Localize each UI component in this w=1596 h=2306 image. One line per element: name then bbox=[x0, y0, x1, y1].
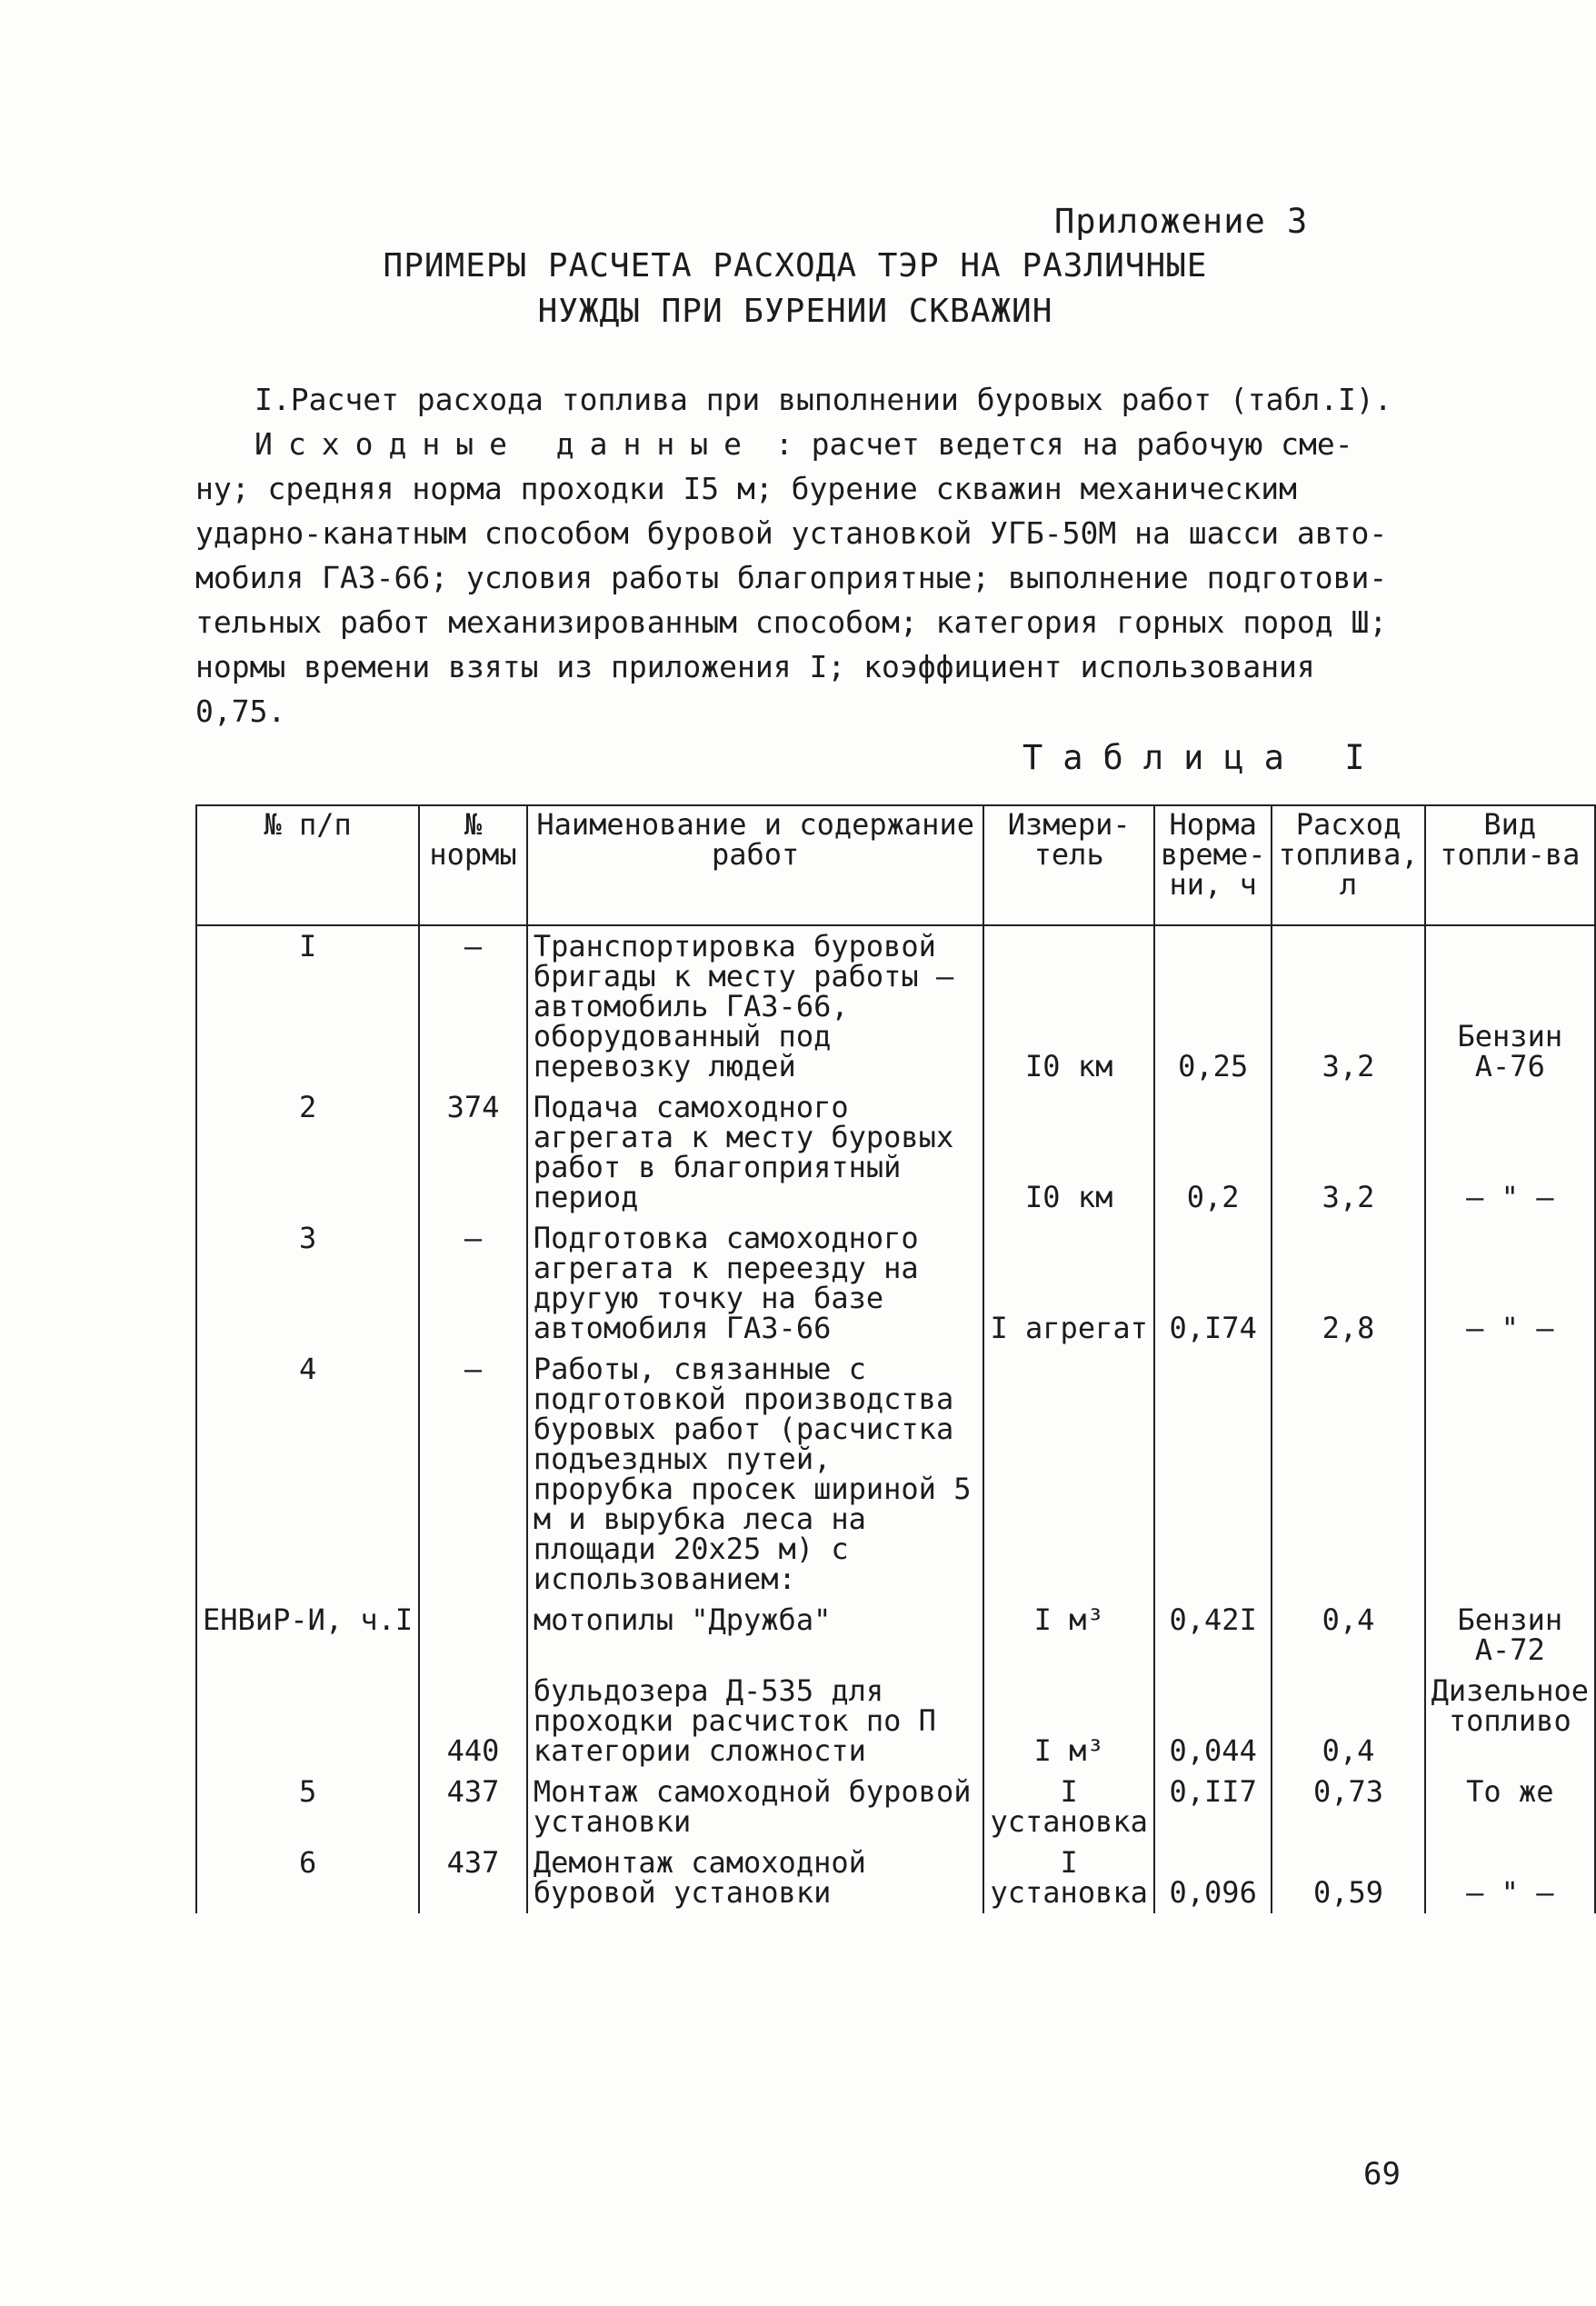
cell-num: ЕНВиР-И, ч.I bbox=[196, 1600, 419, 1671]
cell-norm: 440 bbox=[419, 1671, 527, 1772]
cell-unit: I установка bbox=[983, 1772, 1153, 1842]
header-name: Наименование и содержание работ bbox=[527, 805, 984, 925]
paragraph-line: 0,75. bbox=[195, 694, 286, 729]
paragraph-line: I.Расчет расхода топлива при выполнении буровых работ (табл.I). bbox=[254, 382, 1392, 417]
page-number: 69 bbox=[1363, 2156, 1401, 2192]
cell-num bbox=[196, 1671, 419, 1772]
cell-num: 2 bbox=[196, 1087, 419, 1218]
cell-fuel: 0,4 bbox=[1272, 1671, 1424, 1772]
cell-fuel: 3,2 bbox=[1272, 925, 1424, 1087]
table-row bbox=[196, 1772, 1595, 1842]
cell-kind: – " – bbox=[1425, 1218, 1595, 1349]
cell-fuel: 0,59 bbox=[1272, 1842, 1424, 1913]
cell-name: Подача самоходного агрегата к месту буровых работ в благоприятный период bbox=[527, 1087, 984, 1218]
paragraph-text: : расчет ведется на рабочую сме- bbox=[774, 426, 1353, 462]
cell-norm: 374 bbox=[419, 1087, 527, 1218]
cell-unit: I установка bbox=[983, 1842, 1153, 1913]
cell-kind: Дизельное топливо bbox=[1425, 1671, 1595, 1772]
cell-unit: I м³ bbox=[983, 1600, 1153, 1671]
paragraph-line: нормы времени взяты из приложения I; коэффициент использования bbox=[195, 649, 1315, 684]
paragraph-line: ну; средняя норма проходки I5 м; бурение скважин механическим bbox=[195, 471, 1297, 506]
cell-name: Работы, связанные с подготовкой производства буровых работ (расчистка подъездных путей, прорубка просек шириной 5 м и вырубка леса на площади 20х25 м) с использованием: bbox=[527, 1349, 984, 1600]
cell-name: Демонтаж самоходной буровой установки bbox=[527, 1842, 984, 1913]
cell-kind: Бензин А-76 bbox=[1425, 925, 1595, 1087]
paragraph-line: ударно-канатным способом буровой установкой УГБ-50М на шасси авто- bbox=[195, 515, 1388, 551]
cell-name: Монтаж самоходной буровой установки bbox=[527, 1772, 984, 1842]
header-kind: Вид топли-ва bbox=[1425, 805, 1595, 925]
table-row bbox=[196, 1087, 1595, 1218]
cell-norm bbox=[419, 1600, 527, 1671]
table-row bbox=[196, 1842, 1595, 1913]
table-row bbox=[196, 1218, 1595, 1349]
cell-time: 0,2 bbox=[1154, 1087, 1272, 1218]
cell-unit: I0 км bbox=[983, 1087, 1153, 1218]
cell-unit: I м³ bbox=[983, 1671, 1153, 1772]
appendix-label: Приложение 3 bbox=[1054, 202, 1309, 241]
header-unit: Измери-тель bbox=[983, 805, 1153, 925]
table-caption: Таблица I bbox=[1022, 738, 1385, 777]
cell-fuel: 0,73 bbox=[1272, 1772, 1424, 1842]
cell-kind: Бензин А-72 bbox=[1425, 1600, 1595, 1671]
cell-time: 0,044 bbox=[1154, 1671, 1272, 1772]
cell-fuel: 2,8 bbox=[1272, 1218, 1424, 1349]
table-row bbox=[196, 925, 1595, 1087]
header-time: Норма време-ни, ч bbox=[1154, 805, 1272, 925]
cell-unit: I агрегат bbox=[983, 1218, 1153, 1349]
cell-name: мотопилы "Дружба" bbox=[527, 1600, 984, 1671]
table-row bbox=[196, 1600, 1595, 1671]
header-num: № п/п bbox=[196, 805, 419, 925]
cell-time bbox=[1154, 1349, 1272, 1600]
cell-norm: – bbox=[419, 1349, 527, 1600]
cell-time: 0,25 bbox=[1154, 925, 1272, 1087]
cell-kind: – " – bbox=[1425, 1087, 1595, 1218]
cell-fuel: 0,4 bbox=[1272, 1600, 1424, 1671]
header-fuel: Расход топлива, л bbox=[1272, 805, 1424, 925]
title-line-2: НУЖДЫ ПРИ БУРЕНИИ СКВАЖИН bbox=[537, 293, 1053, 330]
cell-norm: – bbox=[419, 925, 527, 1087]
cell-unit: I0 км bbox=[983, 925, 1153, 1087]
source-data-paragraph bbox=[195, 377, 1413, 734]
cell-num: 4 bbox=[196, 1349, 419, 1600]
cell-kind: – " – bbox=[1425, 1842, 1595, 1913]
cell-time: 0,I74 bbox=[1154, 1218, 1272, 1349]
cell-norm: – bbox=[419, 1218, 527, 1349]
cell-kind: То же bbox=[1425, 1772, 1595, 1842]
paragraph-line bbox=[195, 422, 1413, 466]
cell-name: бульдозера Д-535 для проходки расчисток по П категории сложности bbox=[527, 1671, 984, 1772]
table-row bbox=[196, 1349, 1595, 1600]
cell-num: I bbox=[196, 925, 419, 1087]
cell-num: 6 bbox=[196, 1842, 419, 1913]
cell-name: Подготовка самоходного агрегата к переезду на другую точку на базе автомобиля ГАЗ-66 bbox=[527, 1218, 984, 1349]
table-header-row bbox=[196, 805, 1595, 925]
cell-name: Транспортировка буровой бригады к месту работы – автомобиль ГАЗ-66, оборудованный под перевозку людей bbox=[527, 925, 984, 1087]
cell-fuel bbox=[1272, 1349, 1424, 1600]
cell-unit bbox=[983, 1349, 1153, 1600]
paragraph-line: тельных работ механизированным способом; категория горных пород Ш; bbox=[195, 604, 1388, 640]
cell-time: 0,096 bbox=[1154, 1842, 1272, 1913]
cell-norm: 437 bbox=[419, 1842, 527, 1913]
spaced-label: Исходные данные bbox=[254, 426, 758, 462]
cell-time: 0,42I bbox=[1154, 1600, 1272, 1671]
cell-kind bbox=[1425, 1349, 1595, 1600]
fuel-consumption-table bbox=[195, 804, 1596, 1913]
cell-time: 0,II7 bbox=[1154, 1772, 1272, 1842]
title-line-1: ПРИМЕРЫ РАСЧЕТА РАСХОДА ТЭР НА РАЗЛИЧНЫЕ bbox=[383, 247, 1208, 285]
cell-norm: 437 bbox=[419, 1772, 527, 1842]
table-row bbox=[196, 1671, 1595, 1772]
cell-fuel: 3,2 bbox=[1272, 1087, 1424, 1218]
paragraph-line: мобиля ГАЗ-66; условия работы благоприятные; выполнение подготови- bbox=[195, 560, 1388, 595]
cell-num: 3 bbox=[196, 1218, 419, 1349]
cell-num: 5 bbox=[196, 1772, 419, 1842]
header-norm: № нормы bbox=[419, 805, 527, 925]
